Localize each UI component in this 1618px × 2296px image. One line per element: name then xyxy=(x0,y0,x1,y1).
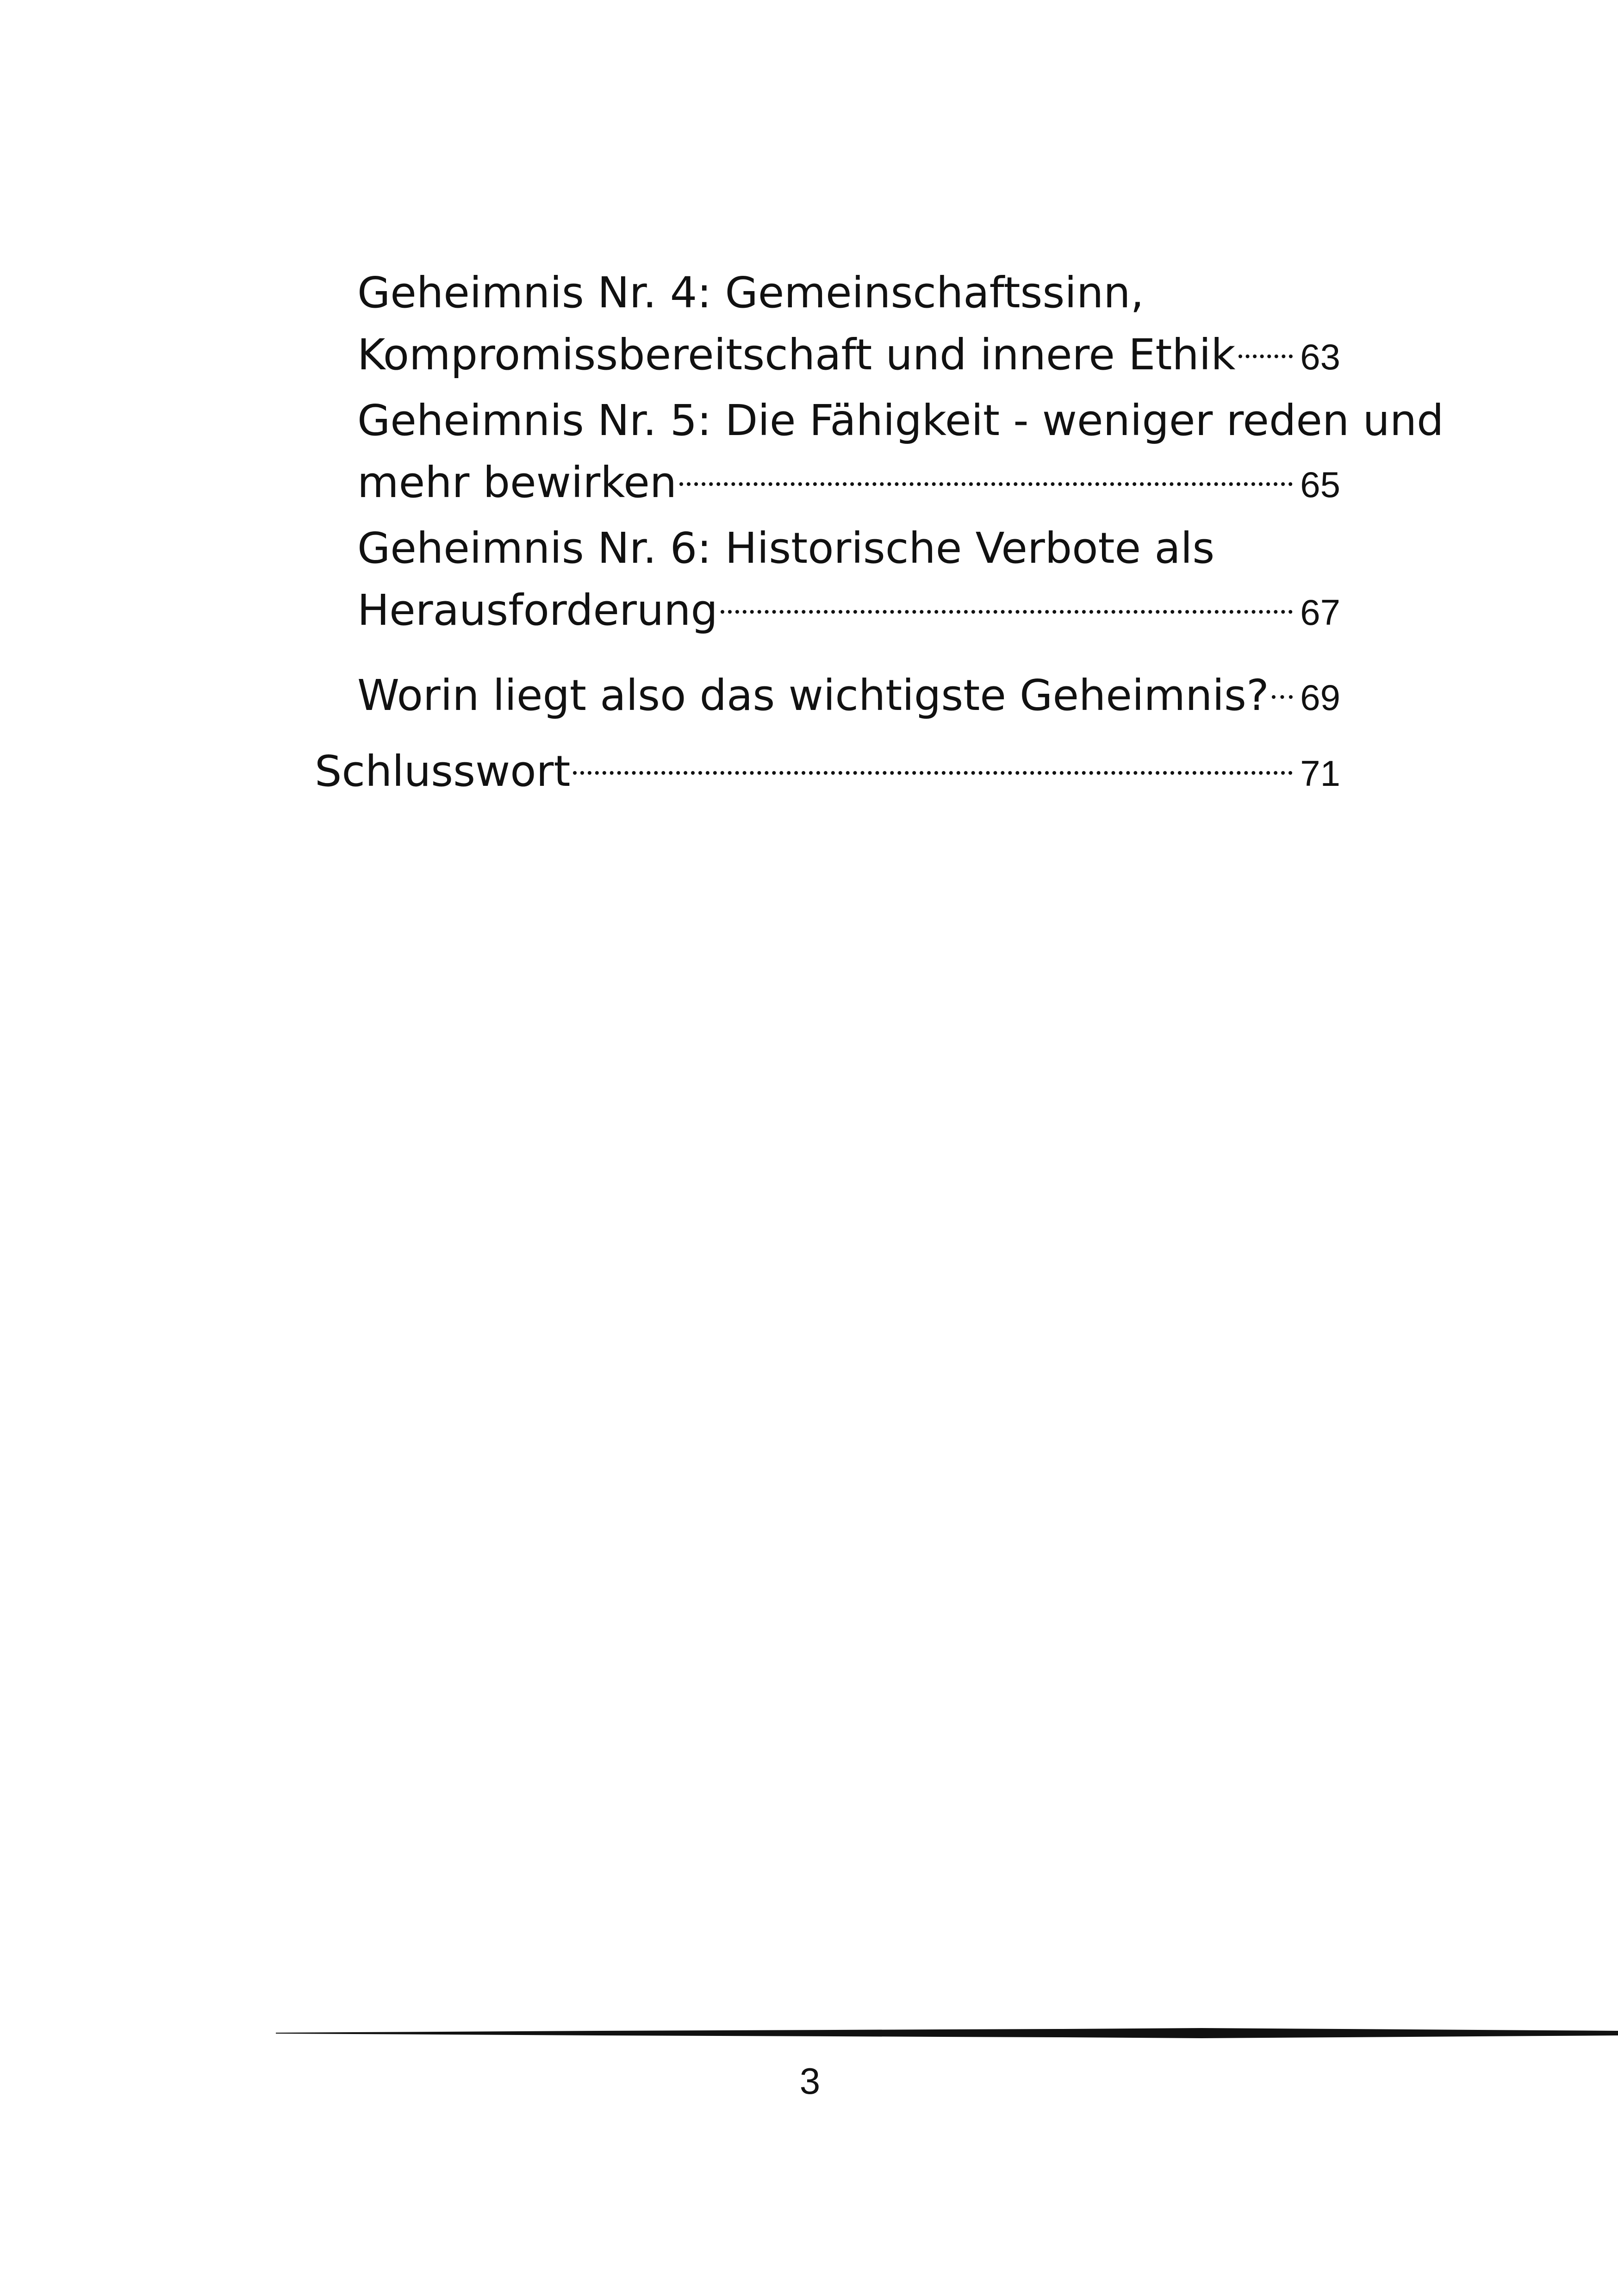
toc-page-number: 63 xyxy=(1300,336,1340,377)
toc-page-number: 69 xyxy=(1300,677,1340,718)
toc-entry-wichtigstes-geheimnis[interactable] xyxy=(357,659,1340,723)
toc-entry-title-line: Geheimnis Nr. 6: Historische Verbote als xyxy=(357,523,1215,573)
dot-leader xyxy=(721,574,1293,625)
toc-entry-geheimnis-5[interactable] xyxy=(357,395,1444,510)
toc-entry-title: Schlusswort xyxy=(315,747,571,796)
dot-leader xyxy=(1238,318,1293,369)
toc-page-number: 71 xyxy=(1300,753,1340,794)
toc-entry-title-line: Geheimnis Nr. 4: Gemeinschaftssinn, xyxy=(357,268,1144,317)
toc-page-number: 65 xyxy=(1300,464,1340,505)
toc-entry-title: Worin liegt also das wichtigste Geheimnis? xyxy=(357,671,1269,720)
dot-leader xyxy=(1272,659,1293,710)
dot-leader xyxy=(679,446,1293,497)
toc-entry-title: mehr bewirken xyxy=(357,458,677,507)
toc-entry-title: Kompromissbereitschaft und innere Ethik xyxy=(357,330,1236,380)
toc-entry-geheimnis-6[interactable] xyxy=(357,523,1340,638)
footer-rule xyxy=(276,2026,1618,2040)
toc-entry-geheimnis-4[interactable] xyxy=(357,268,1340,382)
toc-page-number: 67 xyxy=(1300,592,1340,633)
toc-entry-schlusswort[interactable] xyxy=(315,735,1340,799)
toc-entry-title-line: Geheimnis Nr. 5: Die Fähigkeit - weniger reden und xyxy=(357,396,1444,445)
page-number: 3 xyxy=(799,2060,821,2102)
toc-entry-title: Herausforderung xyxy=(357,585,718,635)
dot-leader xyxy=(573,735,1293,786)
